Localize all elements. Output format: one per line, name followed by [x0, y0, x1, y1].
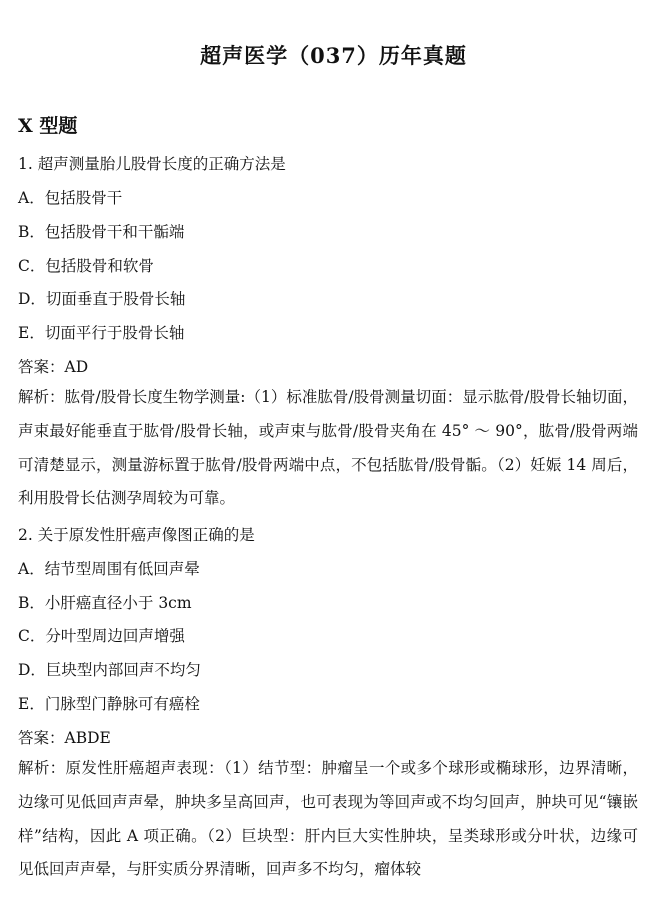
analysis-paragraph: 解析：原发性肝癌超声表现：（1）结节型：肿瘤呈一个或多个球形或椭球形，边界清晰，边缘可见低回声声晕，肿块多呈高回声，也可表现为等回声或不均匀回声，肿块可见“镶嵌样”结构，因此 A 项正确。（2）巨块型：肝内巨大实性肿块，呈类球形或分叶状，边缘可见低回声声晕，与肝实质分界清晰，回声多不均匀，瘤体较 [18, 759, 638, 879]
analysis-paragraph: 解析：肱骨/股骨长度生物学测量:（1）标准肱骨/股骨测量切面：显示肱骨/股骨长轴切面，声束最好能垂直于肱骨/股骨长轴，或声束与肱骨/股骨夹角在 45° ～ 90°，肱骨/股骨两端可清楚显示，测量游标置于肱骨/股骨两端中点，不包括肱骨/股骨骺。（2）妊娠 14 周后，利用股骨长估测孕周较为可靠。 [18, 388, 638, 508]
option-b: B．包括股骨干和干骺端 [18, 223, 185, 241]
option-e: E．门脉型门静脉可有癌栓 [18, 695, 200, 713]
option-a: A．包括股骨干 [18, 189, 123, 207]
option-d: D．巨块型内部回声不均匀 [18, 661, 201, 679]
option-c: C．包括股骨和软骨 [18, 257, 154, 275]
option-d: D．切面垂直于股骨长轴 [18, 290, 186, 308]
section-heading: X 型题 [18, 115, 78, 137]
answer-line: 答案：ABDE [18, 729, 111, 747]
question-stem: 1. 超声测量胎儿股骨长度的正确方法是 [18, 155, 286, 173]
option-a: A．结节型周围有低回声晕 [18, 560, 200, 578]
option-e: E．切面平行于股骨长轴 [18, 324, 185, 342]
option-b: B．小肝癌直径小于 3cm [18, 594, 192, 612]
question-stem: 2. 关于原发性肝癌声像图正确的是 [18, 526, 255, 544]
answer-line: 答案：AD [18, 358, 89, 376]
option-c: C．分叶型周边回声增强 [18, 627, 185, 645]
page-title: 超声医学（037）历年真题 [200, 43, 467, 68]
